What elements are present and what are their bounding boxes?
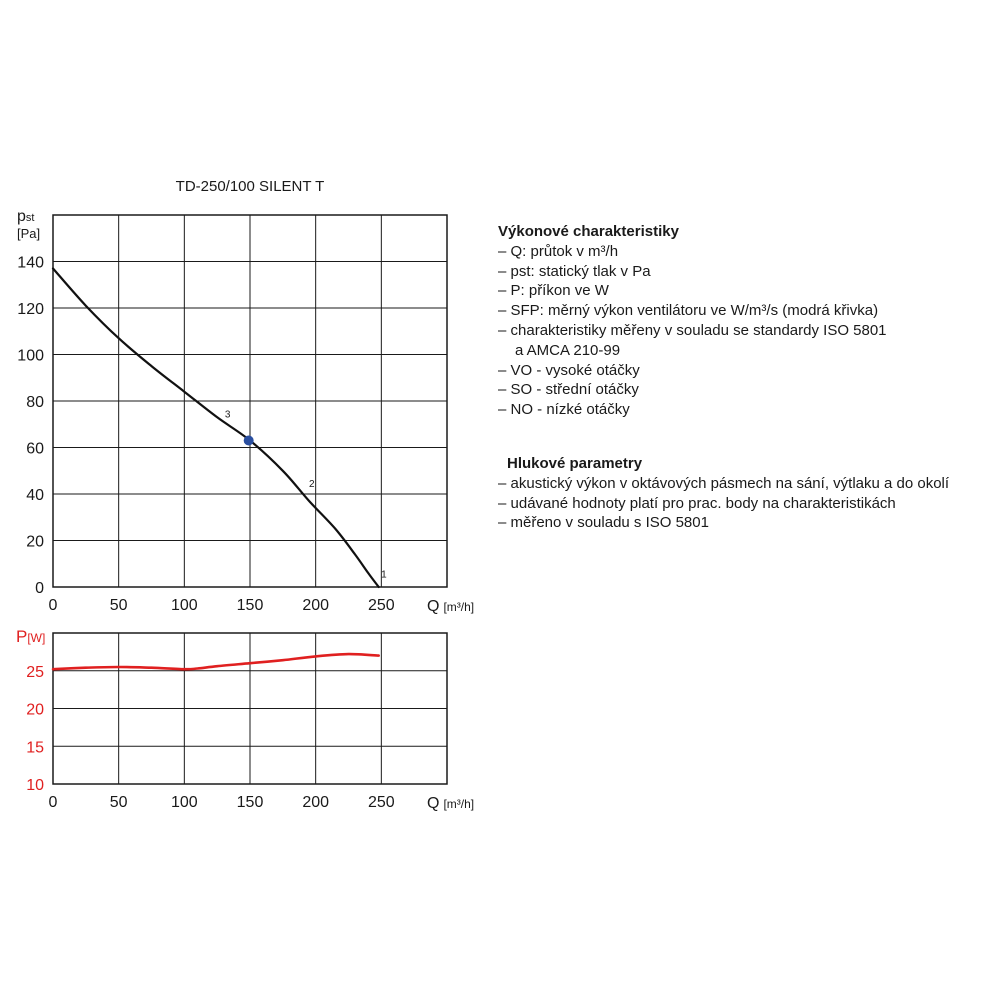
- pressure-y-axis-unit: [Pa]: [17, 226, 41, 241]
- power-x-tick-label: 50: [109, 794, 128, 811]
- power-y-tick-label: 20: [26, 701, 44, 719]
- pressure-y-tick-label: 0: [35, 580, 44, 597]
- legend-item-static-pressure: – pst: statický tlak v Pa: [498, 262, 651, 280]
- power-y-axis-label: P[W]: [16, 627, 46, 646]
- pressure-x-tick-label: 0: [48, 597, 58, 614]
- pressure-y-axis-label: pst: [17, 208, 35, 225]
- pressure-x-tick-label: 100: [170, 597, 198, 614]
- noise-legend: [498, 454, 998, 533]
- power-x-tick-label: 250: [367, 794, 395, 811]
- power-x-tick-label: 150: [236, 794, 264, 811]
- pressure-y-tick-label: 140: [17, 254, 44, 272]
- legend-item-sfp: – SFP: měrný výkon ventilátoru ve W/m³/s (modrá křivka): [498, 302, 879, 320]
- legend-item-working-points: – udávané hodnoty platí pro prac. body na charakteristikách: [498, 494, 896, 512]
- power-y-tick-label: 10: [26, 777, 44, 794]
- performance-legend: [498, 222, 998, 420]
- power-curve: [53, 654, 379, 669]
- pressure-y-tick-label: 60: [26, 440, 44, 458]
- curve-speed-label-3: 3: [224, 409, 231, 421]
- pressure-x-axis-label: Q [m³/h]: [427, 598, 475, 615]
- pressure-curve: [53, 269, 379, 588]
- power-y-tick-label: 25: [26, 663, 44, 681]
- curve-speed-label-2: 2: [308, 479, 315, 491]
- power-x-axis-label: Q [m³/h]: [427, 795, 475, 812]
- legend-item-high-speed: – VO - vysoké otáčky: [498, 361, 640, 379]
- operating-point-marker: [244, 436, 254, 446]
- power-x-tick-label: 100: [170, 794, 198, 811]
- pressure-y-tick-label: 40: [26, 487, 44, 504]
- pressure-y-tick-label: 100: [17, 347, 44, 365]
- pressure-y-tick-label: 80: [26, 394, 44, 411]
- pressure-x-tick-label: 200: [302, 597, 330, 614]
- power-x-tick-label: 200: [302, 794, 330, 811]
- legend-item-low-speed: – NO - nízké otáčky: [498, 401, 630, 419]
- legend-item-iso: – měřeno v souladu s ISO 5801: [498, 514, 709, 532]
- pressure-x-tick-label: 150: [236, 597, 264, 614]
- legend-item-medium-speed: – SO - střední otáčky: [498, 381, 639, 399]
- power-x-tick-label: 0: [48, 794, 58, 811]
- legend-item-acoustic-power: – akustický výkon v oktávových pásmech na sání, výtlaku a do okolí: [498, 474, 950, 492]
- power-y-tick-label: 15: [26, 739, 44, 757]
- noise-legend-title: Hlukové parametry: [507, 454, 643, 472]
- curve-speed-label-1: 1: [381, 569, 387, 581]
- legend-item-standards-cont: a AMCA 210-99: [515, 341, 621, 359]
- legend-item-flow: – Q: průtok v m³/h: [498, 242, 619, 260]
- performance-legend-title: Výkonové charakteristiky: [498, 223, 679, 240]
- pressure-x-tick-label: 50: [109, 597, 128, 614]
- chart-title: TD-250/100 SILENT T: [175, 178, 325, 195]
- pressure-x-tick-label: 250: [367, 597, 395, 614]
- legend-panel: [498, 222, 998, 533]
- pressure-y-tick-label: 120: [17, 301, 44, 318]
- pressure-y-tick-label: 20: [26, 533, 44, 551]
- legend-item-standards: – charakteristiky měřeny v souladu se standardy ISO 5801: [498, 321, 887, 339]
- legend-item-power: – P: příkon ve W: [498, 282, 609, 300]
